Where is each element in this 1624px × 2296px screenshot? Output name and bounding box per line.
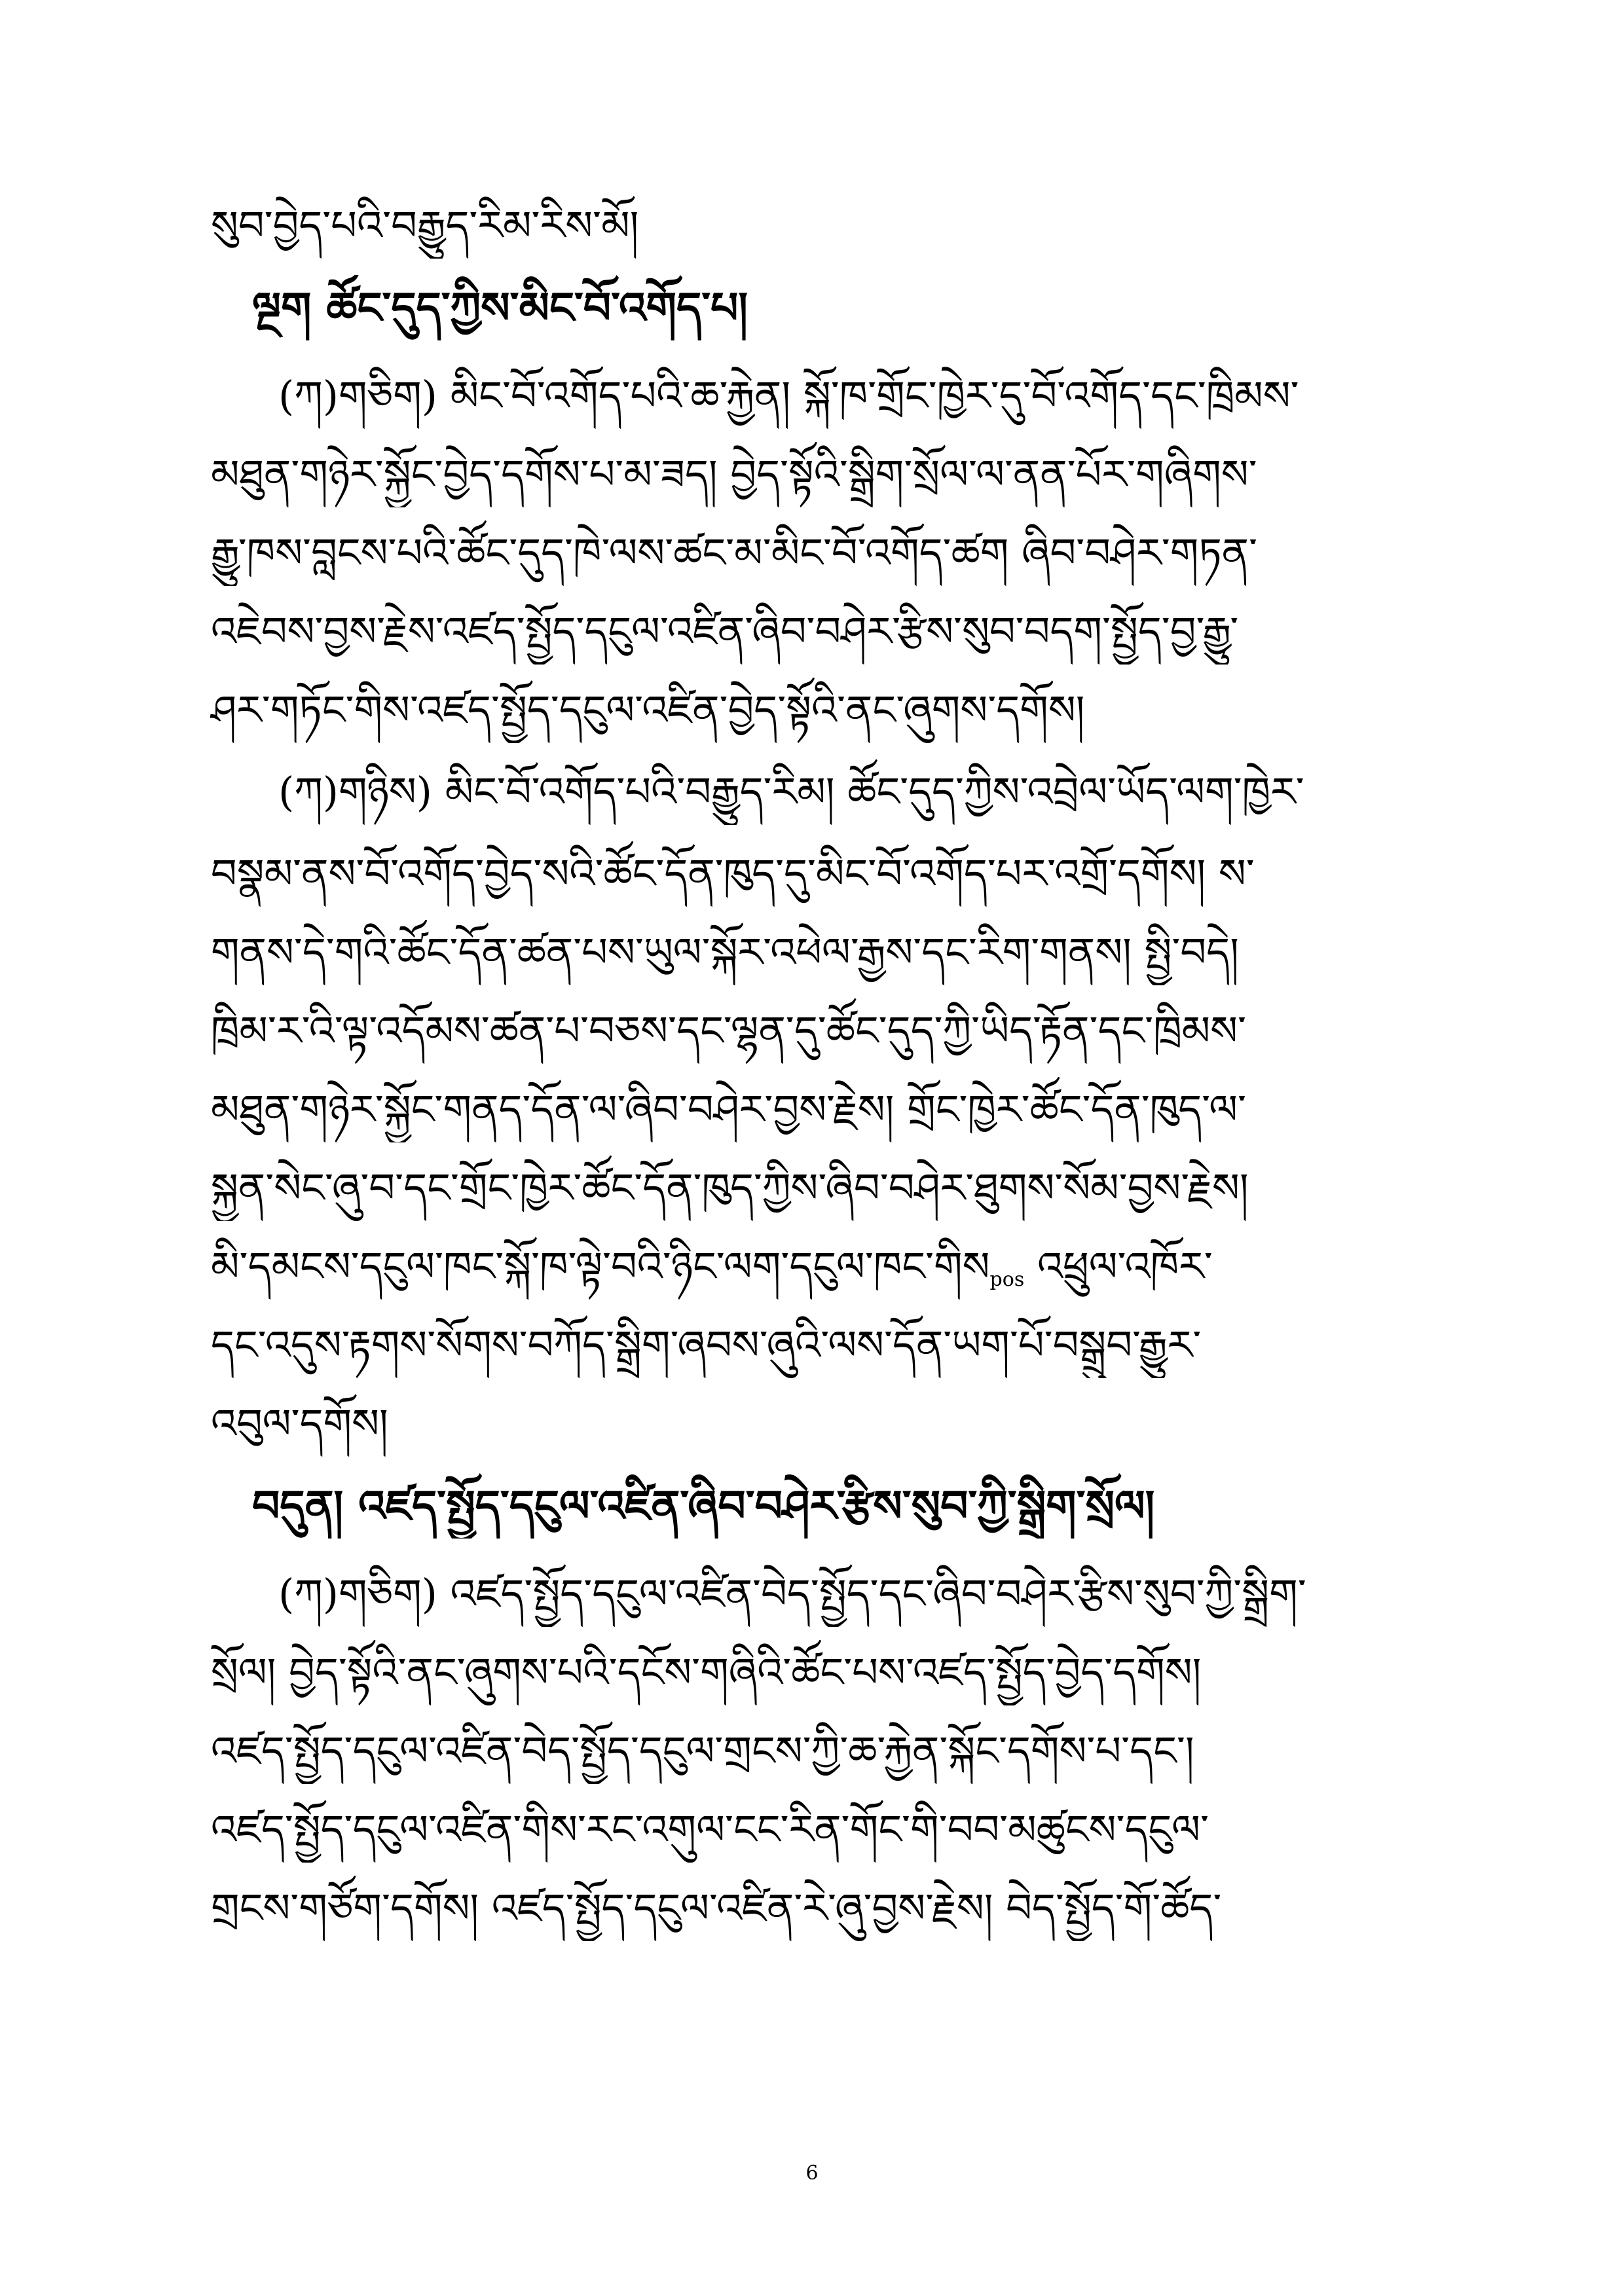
text-line-21: འཛད་སྤྱོད་དངུལ་འཛིན་གིས་རང་འགུལ་ངང་རིན་གོང་གི་བབ་མཚུངས་དངུལ་ [211, 1806, 1209, 1853]
text-line-12: མཐུན་གཉེར་སྐྱོང་གནད་དོན་ལ་ཞིབ་བཤེར་བྱས་རྗེས། གྲོང་ཁྱེར་ཚོང་དོན་ཁུད་ལ་ [211, 1085, 1247, 1133]
text-line-11: ཁྲིམ་ར་འི་ལྟ་འདོམས་ཚན་པ་བཅས་དང་ལྷན་དུ་ཚོང་དུད་ཀྱི་ཡིད་རྟོན་དང་ཁྲིམས་ [211, 1007, 1247, 1055]
text-line-6: འཇེབས་བྱས་རྗེས་འཛད་སྤྱོད་དངུལ་འཛིན་ཞིབ་བཤེར་རྩིས་སུབ་བདག་སྤྱོད་བྱ་རྒྱུ་ [211, 608, 1239, 655]
text-line-4: མཐུན་གཉེར་སྐྱོང་བྱེད་དགོས་པ་མ་ཟད། བྱེད་སྟོའི་སྒྲིག་སྲོལ་ལ་ནན་པོར་གཞིགས་ [211, 450, 1257, 498]
pos-label: pos [989, 1268, 1025, 1291]
text-line-14-tail: འཕྲུལ་འཁོར་ [1037, 1243, 1213, 1290]
text-line-5: རྒྱུ་ཁས་བླངས་པའི་ཚོང་དུད་ཁེ་ལས་ཚང་མ་མིང་བོ་འགོད་ཚག ཞིབ་བཤེར་གཏན་ [211, 529, 1258, 577]
text-line-13: སྐྱན་སེང་ཞུ་བ་དང་གྲོང་ཁྱེར་ཚོང་དོན་ཁུད་ཀྱིས་ཞིབ་བཤེར་ཐུགས་སོམ་བྱས་རྗེས། [211, 1164, 1249, 1212]
text-line-10: གནས་དེ་གའི་ཚོང་དོན་ཚན་པས་ཡུལ་སྐོར་འཕེལ་རྒྱས་དང་རིག་གནས། སྤྱི་བདེ། [211, 928, 1239, 976]
text-line-14 [0, 1234, 1624, 1313]
text-line-3: (ཀ)གཅིག) མིང་བོ་འགོད་པའི་ཆ་རྐྱེན། སྐོ་ཁ་གྲོང་ཁྱེར་དུ་བོ་འགོད་དང་ཁྲིམས་ [278, 372, 1299, 420]
text-line-19: སྲོལ། བྱེད་སྟོའི་ནང་ཞུགས་པའི་དངོས་གཞིའི་ཚོང་པས་འཛད་སྤྱོད་བྱེད་དགོས། [211, 1649, 1202, 1696]
text-line-20: འཛད་སྤྱོད་དངུལ་འཛིན་བེད་སྤྱོད་དངུལ་གྲངས་ཀྱི་ཆ་རྐྱེན་སྐོང་དགོས་པ་དང་། [211, 1727, 1194, 1775]
text-line-14-main: མི་དམངས་དངུལ་ཁང་སྐོ་ཁ་ལྟེ་བའི་ཉིང་ལག་དངུལ་ཁང་གིས [211, 1243, 990, 1290]
section-heading-7: བདུན། འཛད་སྤྱོད་དངུལ་འཛིན་ཞིབ་བཤེར་རྩིས་སུབ་ཀྱི་སྒྲིག་སྲོལ། [252, 1480, 1155, 1531]
text-line-18: (ཀ)གཅིག) འཛད་སྤྱོད་དངུལ་འཛིན་བེད་སྤྱོད་དང་ཞིབ་བཤེར་རྩིས་སུབ་ཀྱི་སྒྲིག་ [278, 1570, 1306, 1618]
text-line-22: གྲངས་གཙོག་དགོས། འཛད་སྤྱོད་དངུལ་འཛིན་རེ་ཞུ་བྱས་རྗེས། བེད་སྤྱོད་གོ་ཚོད་ [211, 1884, 1222, 1932]
text-line-15: དང་འདུས་རྟགས་སོགས་བཀོད་སྒྲིག་ཞབས་ཞུའི་ལས་དོན་ཡག་པོ་བསྒྲུབ་རྒྱུར་ [211, 1321, 1202, 1369]
text-line-16: འབུལ་དགོས། [211, 1400, 388, 1448]
section-heading-5: ལྔག ཚོང་དུད་ཀྱིས་མིང་བོ་འགོད་པ། [252, 282, 748, 333]
text-line-1: སུབ་བྱེད་པའི་བརྒྱུད་རིམ་རིས་མོ། [211, 202, 639, 249]
text-line-8: (ཀ)གཉིས) མིང་བོ་འགོད་པའི་བརྒྱུད་རིམ། ཚོང་དུད་ཀྱིས་འབྲེལ་ཡོད་ལག་ཁྱེར་ [278, 768, 1304, 816]
text-line-7: ཤར་གཏོང་གིས་འཛད་སྤྱོད་དངུལ་འཛིན་བྱེད་སྟོའི་ནང་ཞུགས་དགོས། [211, 686, 1085, 734]
text-line-9: བསྣམ་ནས་བོ་འགོད་བྱེད་སའི་ཚོང་དོན་ཁུད་དུ་མིང་བོ་འགོད་པར་འགྲོ་དགོས། ས་ [211, 850, 1255, 898]
page-number: 6 [805, 2162, 819, 2185]
